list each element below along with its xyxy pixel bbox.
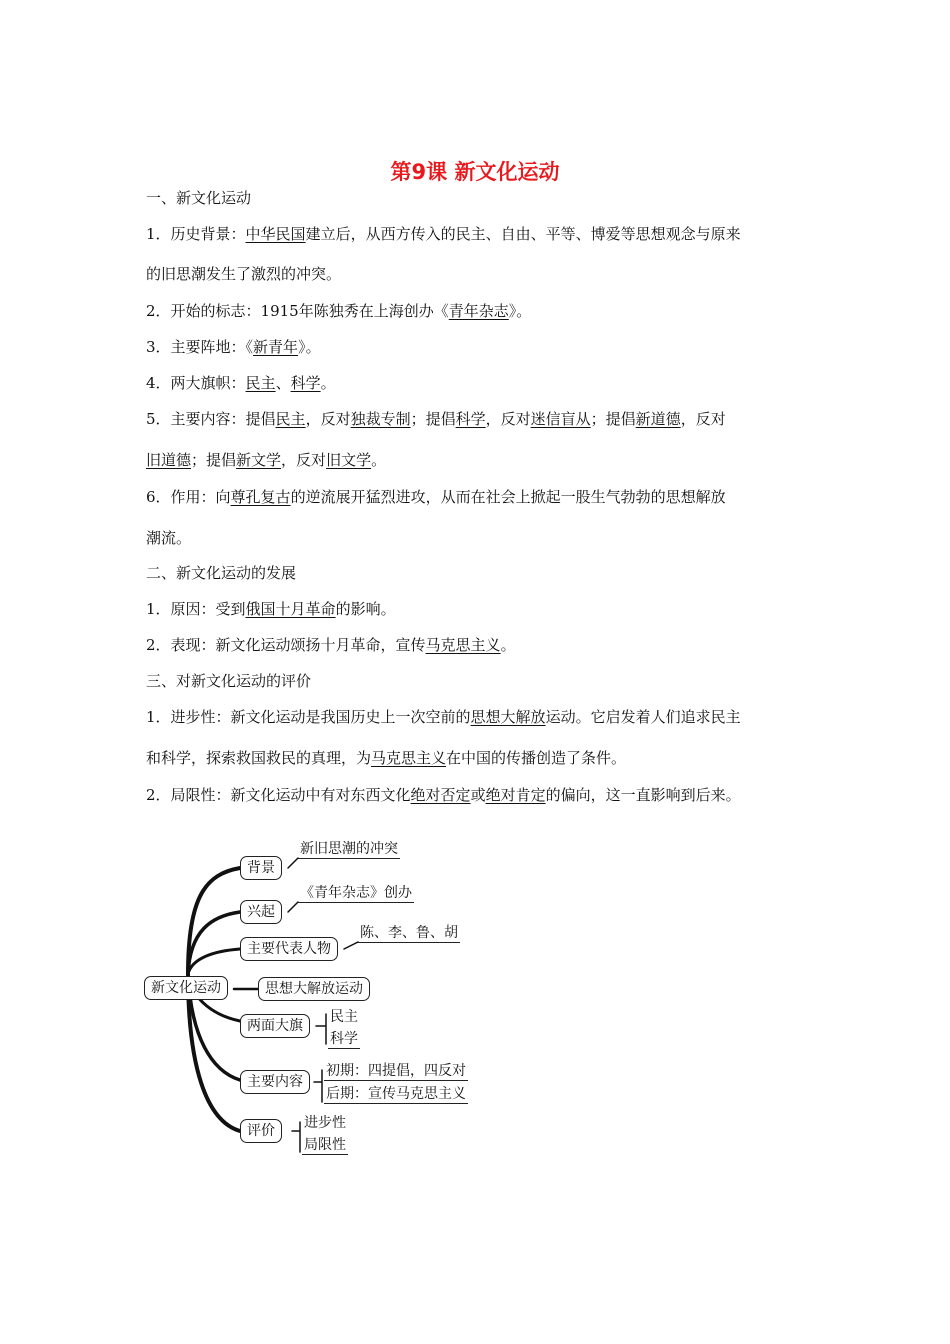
mindmap-background-leaf: 新旧思潮的冲突 xyxy=(300,841,398,857)
mindmap-rise: 兴起 xyxy=(240,900,282,924)
mindmap-rise-leaf: 《青年杂志》创办 xyxy=(300,885,412,901)
item-flags: 4．两大旗帜：民主、科学。 xyxy=(146,374,336,392)
mindmap-banners: 两面大旗 xyxy=(240,1014,310,1038)
item-background-cont: 的旧思潮发生了激烈的冲突。 xyxy=(146,265,342,283)
section-heading-2: 二、新文化运动的发展 xyxy=(146,564,297,582)
mindmap-root: 新文化运动 xyxy=(144,976,228,1000)
item-show: 2．表现：新文化运动颂扬十月革命，宣传马克思主义。 xyxy=(146,636,516,654)
item-start: 2．开始的标志：1915年陈独秀在上海创办《青年杂志》。 xyxy=(146,302,532,320)
mindmap-background: 背景 xyxy=(240,856,282,880)
item-content-cont: 旧道德；提倡新文学，反对旧文学。 xyxy=(146,451,387,469)
mindmap-banners-leaf2: 科学 xyxy=(330,1031,358,1047)
mindmap-evaluation: 评价 xyxy=(240,1119,282,1143)
mindmap-evaluation-leaf1: 进步性 xyxy=(304,1115,346,1131)
mindmap-banners-leaf1: 民主 xyxy=(330,1009,358,1025)
mindmap-figures: 主要代表人物 xyxy=(240,937,338,961)
item-progress: 1．进步性：新文化运动是我国历史上一次空前的思想大解放运动。它启发着人们追求民主 xyxy=(146,708,741,726)
item-effect: 6．作用：向尊孔复古的逆流展开猛烈进攻，从而在社会上掀起一股生气勃勃的思想解放 xyxy=(146,488,726,506)
item-cause: 1．原因：受到俄国十月革命的影响。 xyxy=(146,600,396,618)
mindmap-evaluation-leaf2: 局限性 xyxy=(304,1137,346,1153)
mind-map xyxy=(136,836,496,1160)
item-content: 5．主要内容：提倡民主，反对独裁专制；提倡科学，反对迷信盲从；提倡新道德，反对 xyxy=(146,410,726,428)
section-heading-1: 一、新文化运动 xyxy=(146,189,252,207)
mindmap-liberation: 思想大解放运动 xyxy=(258,977,370,1001)
item-base: 3．主要阵地：《新青年》。 xyxy=(146,338,321,356)
item-effect-cont: 潮流。 xyxy=(146,529,192,547)
item-limitation: 2．局限性：新文化运动中有对东西文化绝对否定或绝对肯定的偏向，这一直影响到后来。 xyxy=(146,786,741,804)
mindmap-figures-leaf: 陈、李、鲁、胡 xyxy=(360,925,458,941)
mindmap-content: 主要内容 xyxy=(240,1070,310,1094)
item-background: 1．历史背景：中华民国建立后，从西方传入的民主、自由、平等、博爱等思想观念与原来 xyxy=(146,225,741,243)
mindmap-content-leaf2: 后期：宣传马克思主义 xyxy=(326,1086,466,1102)
mindmap-content-leaf1: 初期：四提倡，四反对 xyxy=(326,1063,466,1079)
item-progress-cont: 和科学，探索救国救民的真理，为马克思主义在中国的传播创造了条件。 xyxy=(146,749,627,767)
page-title: 第9课 新文化运动 xyxy=(390,160,560,184)
section-heading-3: 三、对新文化运动的评价 xyxy=(146,672,312,690)
